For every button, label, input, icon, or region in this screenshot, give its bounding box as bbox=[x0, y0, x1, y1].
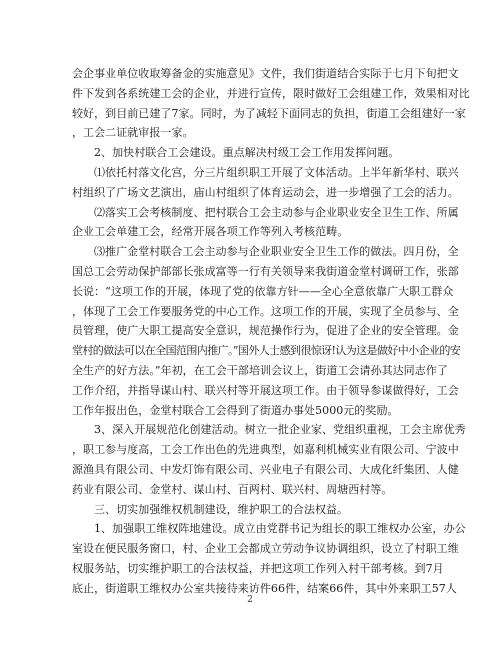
section-heading: 三、切实加强维权机制建设，维护职工的合法权益。 bbox=[94, 502, 349, 516]
body-line: 长说：“这项工作的开展，体现了党的依靠方针——全心全意依靠广大职工群众 bbox=[72, 284, 454, 298]
body-line: ⑶推广金堂村联合工会主动参与企业职业安全卫生工作的做法。四月份，全 bbox=[94, 245, 459, 259]
body-line: 国总工会劳动保护部部长张成富等一行有关领导来我街道金堂村调研工作，张部 bbox=[72, 264, 459, 278]
body-line: 3、深入开展规范化创建活动。树立一批企业家、党组织重视，工会主席优秀 bbox=[94, 423, 466, 437]
body-line: 底止，街道职工维权办公室共接待来访件66件，结案66件，其中外来职工57人 bbox=[72, 581, 457, 595]
body-line: 企业工会单建工会，经常开展各项工作等列入考核范畴。 bbox=[72, 225, 349, 239]
body-line: ⑵落实工会考核制度、把村联合工会主动参与企业职业安全卫生工作、所属 bbox=[94, 205, 459, 219]
body-line: 室设在便民服务窗口，村、企业工会都成立劳动争议协调组织，设立了村职工维 bbox=[72, 542, 459, 556]
body-line: 员管理，使广大职工提高安全意识，规范操作行为，促进了企业的安全管理。金 bbox=[72, 324, 459, 338]
body-line: 源渔具有限公司、中发灯饰有限公司、兴业电子有限公司、大成化纤集团、人健 bbox=[72, 462, 459, 476]
body-line: ，职工参与度高，工会工作出色的先进典型，如嘉利机械实业有限公司、宁波中 bbox=[72, 443, 459, 457]
body-line: 全生产的好方法。”年初，在工会干部培训会议上，街道工会请孙其达同志作了 bbox=[72, 363, 448, 377]
body-line: 村组织了广场文艺演出，庙山村组织了体育运动会，进一步增强了工会的活力。 bbox=[72, 185, 459, 199]
body-line: 堂村的做法可以在全国范围内推广。”国外人士感到很惊讶!认为这是做好中小企业的安 bbox=[72, 344, 461, 358]
section-heading: 2、加快村联合工会建设。重点解决村级工会工作用发挥问题。 bbox=[94, 146, 400, 160]
body-line: 权服务站，切实维护职工的合法权益，并把这项工作列入村干部考核。到7月 bbox=[72, 561, 444, 575]
body-line: 件下发到各系统建工会的企业，并进行宣传，限时做好工会组建工作，效果相对比 bbox=[72, 86, 470, 100]
body-line: ⑴依托村落文化宫，分三片组织职工开展了文体活动。上半年新华村、联兴 bbox=[94, 165, 459, 179]
body-line: 工作介绍，并指导谋山村、联兴村等开展这项工作。由于领导参谋做得好，工会 bbox=[72, 383, 459, 397]
page-number: 2 bbox=[247, 595, 253, 605]
body-line: ，体现了工会工作要服务党的中心工作。这项工作的开展，实现了全员参与、全 bbox=[72, 304, 459, 318]
body-line: 1、加强职工维权阵地建设。成立由党群书记为组长的职工维权办公室，办公 bbox=[94, 522, 466, 536]
body-line: 较好，到目前已建了7家。同时，为了减轻下面同志的负担，街道工会组建好一家 bbox=[72, 106, 466, 120]
body-line: ，工会二证就审报一家。 bbox=[72, 126, 194, 140]
body-line: 会企事业单位收取筹备金的实施意见》文件，我们街道结合实际于七月下旬把文 bbox=[72, 67, 459, 80]
body-line: 药业有限公司、金堂村、谋山村、百两村、联兴村、周塘西村等。 bbox=[72, 482, 393, 496]
document-body bbox=[72, 64, 470, 599]
body-line: 工作年报出色，金堂村联合工会得到了街道办事处5000元的奖励。 bbox=[72, 403, 399, 417]
